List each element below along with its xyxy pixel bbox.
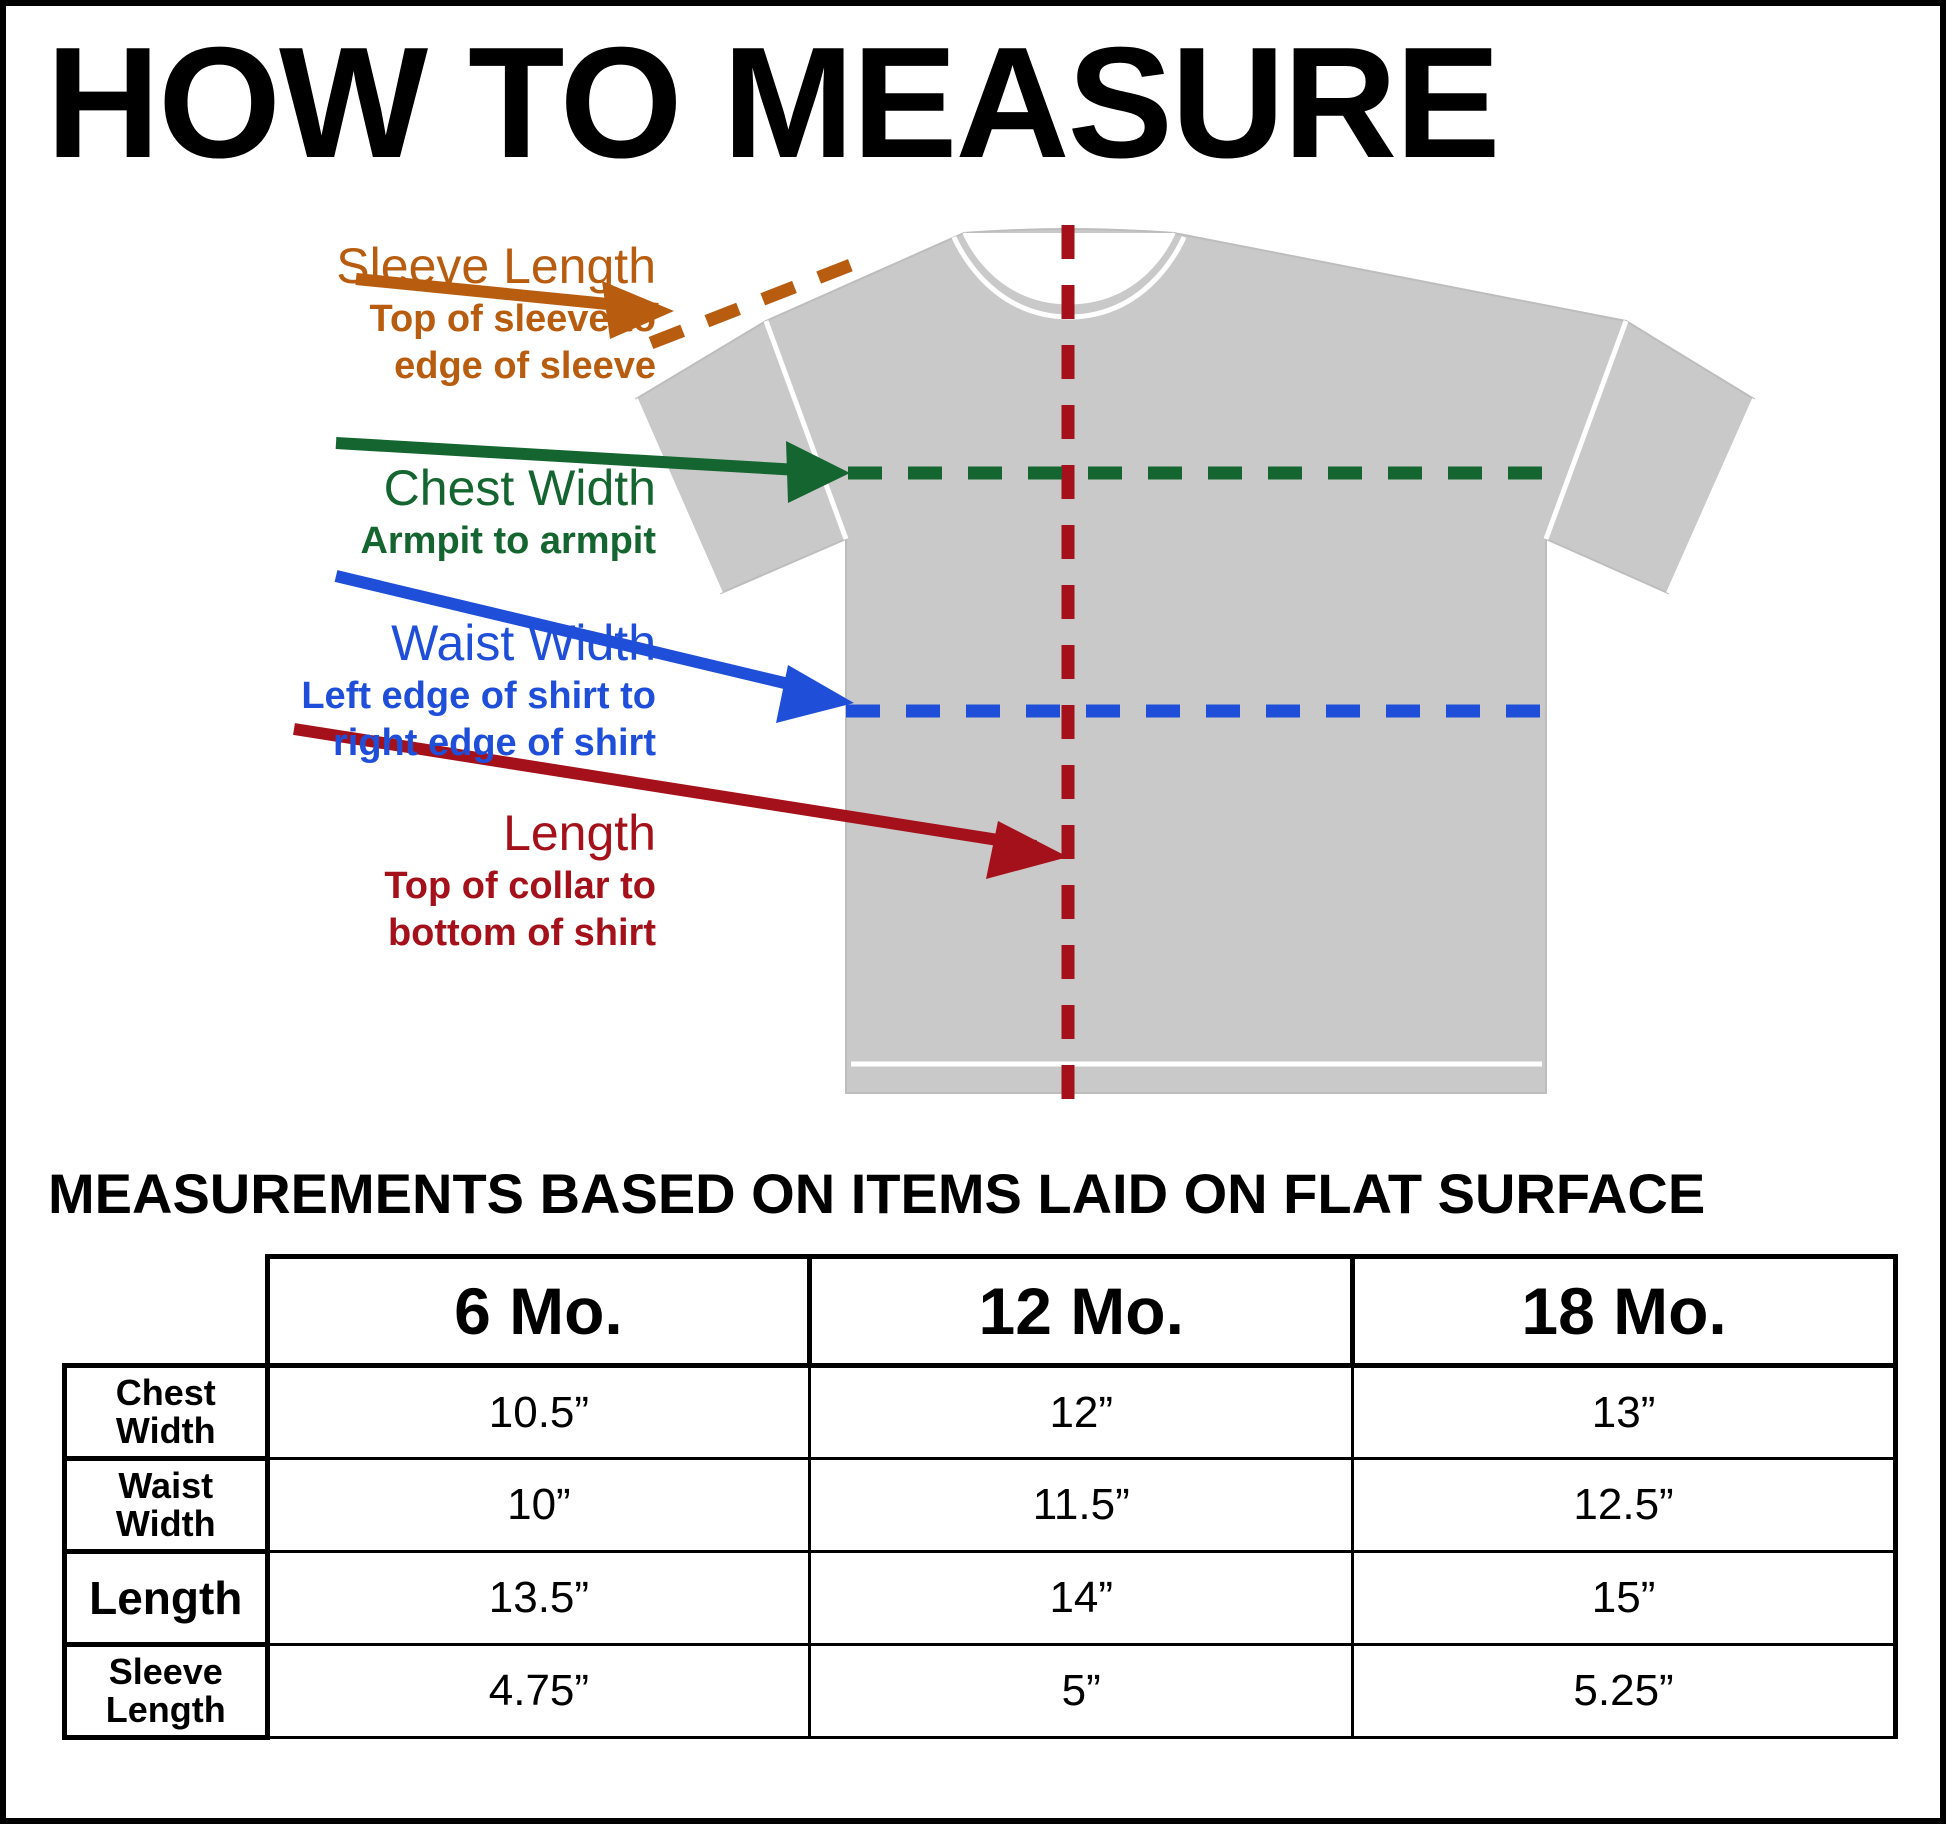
sleeve-length-label: [156, 239, 656, 387]
measurements-note-part2: LAID ON FLAT SURFACE: [1037, 1162, 1706, 1225]
cell-chest-6mo: 10.5”: [267, 1366, 810, 1459]
row-header-chest-width: [65, 1366, 268, 1459]
table-row: [65, 1459, 1896, 1552]
cell-chest-12mo: 12”: [810, 1366, 1353, 1459]
page-title: HOW TO MEASURE: [46, 15, 1499, 191]
row-header-waist-width-line2: Width: [115, 1503, 216, 1544]
cell-length-12mo: 14”: [810, 1552, 1353, 1645]
length-label: [156, 806, 656, 954]
column-header-6mo: 6 Mo.: [267, 1257, 810, 1366]
waist-width-desc-line1: Left edge of shirt to: [301, 675, 656, 717]
cell-chest-18mo: 13”: [1353, 1366, 1896, 1459]
length-desc-line1: Top of collar to: [384, 865, 656, 907]
row-header-length-line1: Length: [89, 1571, 243, 1624]
chest-width-label: [156, 461, 656, 562]
row-header-chest-width-line2: Width: [115, 1410, 216, 1451]
sleeve-length-desc-line1: Top of sleeve to: [369, 298, 656, 340]
row-header-waist-width-line1: Waist: [118, 1465, 214, 1507]
tshirt-shape: [636, 229, 1754, 1093]
shirt-measurement-diagram: [6, 221, 1946, 1151]
measurements-note-part1: MEASUREMENTS BASED ON ITEMS: [48, 1162, 1038, 1225]
sleeve-length-title: Sleeve Length: [336, 238, 656, 294]
measurements-note: [48, 1161, 1918, 1226]
row-header-chest-width-line1: Chest: [115, 1372, 216, 1414]
cell-length-6mo: 13.5”: [267, 1552, 810, 1645]
cell-waist-18mo: 12.5”: [1353, 1459, 1896, 1552]
cell-waist-6mo: 10”: [267, 1459, 810, 1552]
table-header-row: [65, 1257, 1896, 1366]
chest-width-title: Chest Width: [383, 460, 656, 516]
row-header-waist-width: [65, 1459, 268, 1552]
cell-waist-12mo: 11.5”: [810, 1459, 1353, 1552]
waist-width-label: [146, 616, 656, 764]
sleeve-length-desc-line2: edge of sleeve: [394, 345, 656, 388]
column-header-12mo: 12 Mo.: [810, 1257, 1353, 1366]
waist-width-desc-line2: right edge of shirt: [333, 722, 656, 765]
cell-length-18mo: 15”: [1353, 1552, 1896, 1645]
table-row: [65, 1552, 1896, 1645]
cell-sleeve-18mo: 5.25”: [1353, 1645, 1896, 1738]
table-row: [65, 1645, 1896, 1738]
table-row: [65, 1366, 1896, 1459]
size-table: [62, 1254, 1898, 1740]
row-header-sleeve-length: [65, 1645, 268, 1738]
chest-width-desc-line1: Armpit to armpit: [360, 520, 656, 562]
row-header-length: [65, 1552, 268, 1645]
length-title: Length: [503, 805, 656, 861]
length-desc-line2: bottom of shirt: [387, 912, 656, 955]
table-corner-cell: [65, 1257, 268, 1366]
row-header-sleeve-length-line2: Length: [105, 1689, 226, 1730]
cell-sleeve-12mo: 5”: [810, 1645, 1353, 1738]
column-header-18mo: 18 Mo.: [1353, 1257, 1896, 1366]
cell-sleeve-6mo: 4.75”: [267, 1645, 810, 1738]
row-header-sleeve-length-line1: Sleeve: [108, 1651, 223, 1693]
waist-width-title: Waist Width: [391, 615, 656, 671]
